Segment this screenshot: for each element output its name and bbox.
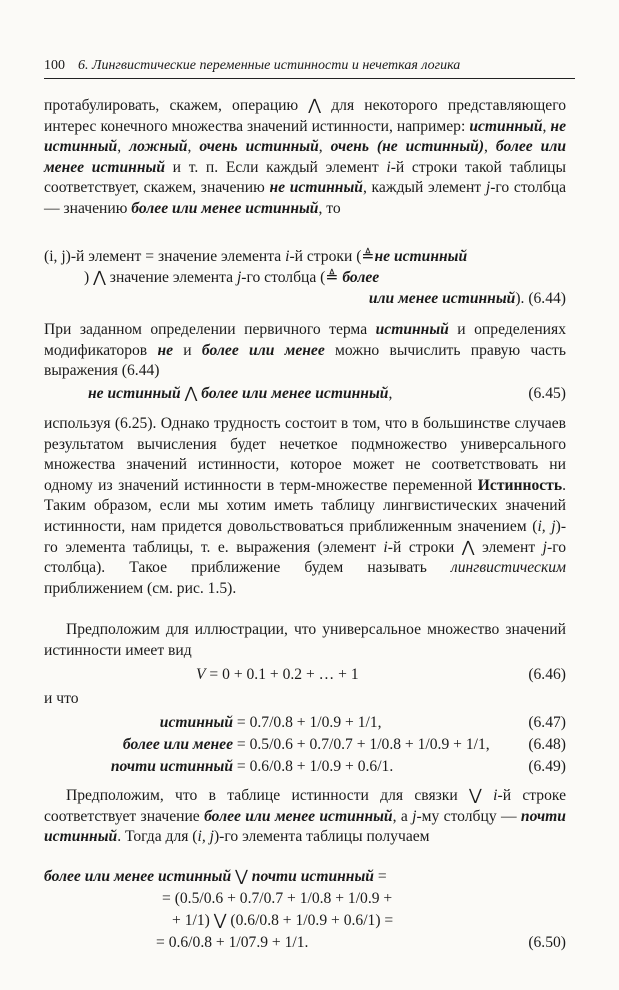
- equation-6-50-line-1: более или менее истинный ⋁ почти истинный =: [44, 868, 387, 885]
- equation-6-46: V = 0 + 0.1 + 0.2 + … + 1 (6.46): [196, 666, 566, 683]
- equation-6-44: [44, 246, 566, 309]
- equation-6-44-line-2: ) ⋀ значение элемента j-го столбца (≜ более: [84, 269, 380, 286]
- running-header: [44, 58, 575, 79]
- equation-number: (6.46): [528, 666, 566, 683]
- and-text: и что: [44, 690, 79, 707]
- equation-number: (6.47): [528, 714, 566, 731]
- equation-6-50-line-2: = (0.5/0.6 + 0.7/0.7 + 1/0.8 + 1/0.9 +: [162, 890, 393, 907]
- equation-number: (6.45): [528, 385, 566, 402]
- equation-6-50-line-4: = 0.6/0.8 + 1/07.9 + 1/1. (6.50): [44, 932, 566, 954]
- equation-6-48: более или менее = 0.5/0.6 + 0.7/0.7 + 1/0.8 + 1/0.9 + 1/1, (6.48): [122, 736, 566, 753]
- equation-6-45: не истинный ⋀ более или менее истинный, (6.45): [88, 385, 566, 402]
- equation-number: (6.44): [528, 290, 566, 307]
- equation-number: (6.50): [528, 934, 566, 951]
- paragraph-2: При заданном определении первичного терма истинный и определениях модификаторов не и более или менее можно вычислить правую часть выражения (6.44): [44, 321, 566, 380]
- paragraph-1: протабулировать, скажем, операцию ⋀ для некоторого представляющего интерес конечного множества значений истинности, например: истинный, не истинный, ложный, очень истинный, очень (не истинный), более или менее истинный и т. п. Если каждый элемент i-й строки такой таблицы соответствует, скажем, значению не истинный, каждый элемент j-го столбца — значению более или менее истинный, то: [44, 97, 567, 217]
- page-number: 100: [44, 58, 65, 73]
- equation-6-50: [44, 866, 566, 954]
- equation-6-50-line-3: + 1/1) ⋁ (0.6/0.8 + 1/0.9 + 0.6/1) =: [172, 912, 394, 929]
- paragraph-4: Предположим для иллюстрации, что универсальное множество значений истинности имеет вид: [44, 621, 566, 659]
- paragraph-5: Предположим, что в таблице истинности для связки ⋁ i-й строке соответствует значение более или менее истинный, а j-му столбцу — почти истинный. Тогда для (i, j)-го элемента таблицы получаем: [44, 787, 566, 846]
- equation-6-49: почти истинный = 0.6/0.8 + 1/0.9 + 0.6/1. (6.49): [110, 758, 566, 775]
- equation-number: (6.48): [528, 736, 566, 753]
- equation-6-44-line-3: или менее истинный). (6.44): [368, 290, 566, 307]
- equation-6-47: истинный = 0.7/0.8 + 1/0.9 + 1/1, (6.47): [159, 714, 566, 731]
- equation-number: (6.49): [528, 758, 566, 775]
- equation-6-44-line-1: (i, j)-й элемент = значение элемента i-й строки (≜не истинный: [44, 248, 468, 265]
- running-title: 6. Лингвистические переменные истинности и нечеткая логика: [78, 58, 461, 73]
- paragraph-3: используя (6.25). Однако трудность состоит в том, что в большинстве случаев результатом вычисления будет нечеткое подмножество универсального множества значений истинности, которое может не соответствовать ни одному из значений истинности в терм-множестве переменной Истинность. Таким образом, если мы хотим иметь таблицу лингвистических значений истинности, нам придется довольствоваться приближенным значением (i, j)-го элемента таблицы, т. е. выражения (элемент i-й строки ⋀ элемент j-го столбца). Такое приближение будем называть лингвистическим приближением (см. рис. 1.5).: [44, 415, 567, 597]
